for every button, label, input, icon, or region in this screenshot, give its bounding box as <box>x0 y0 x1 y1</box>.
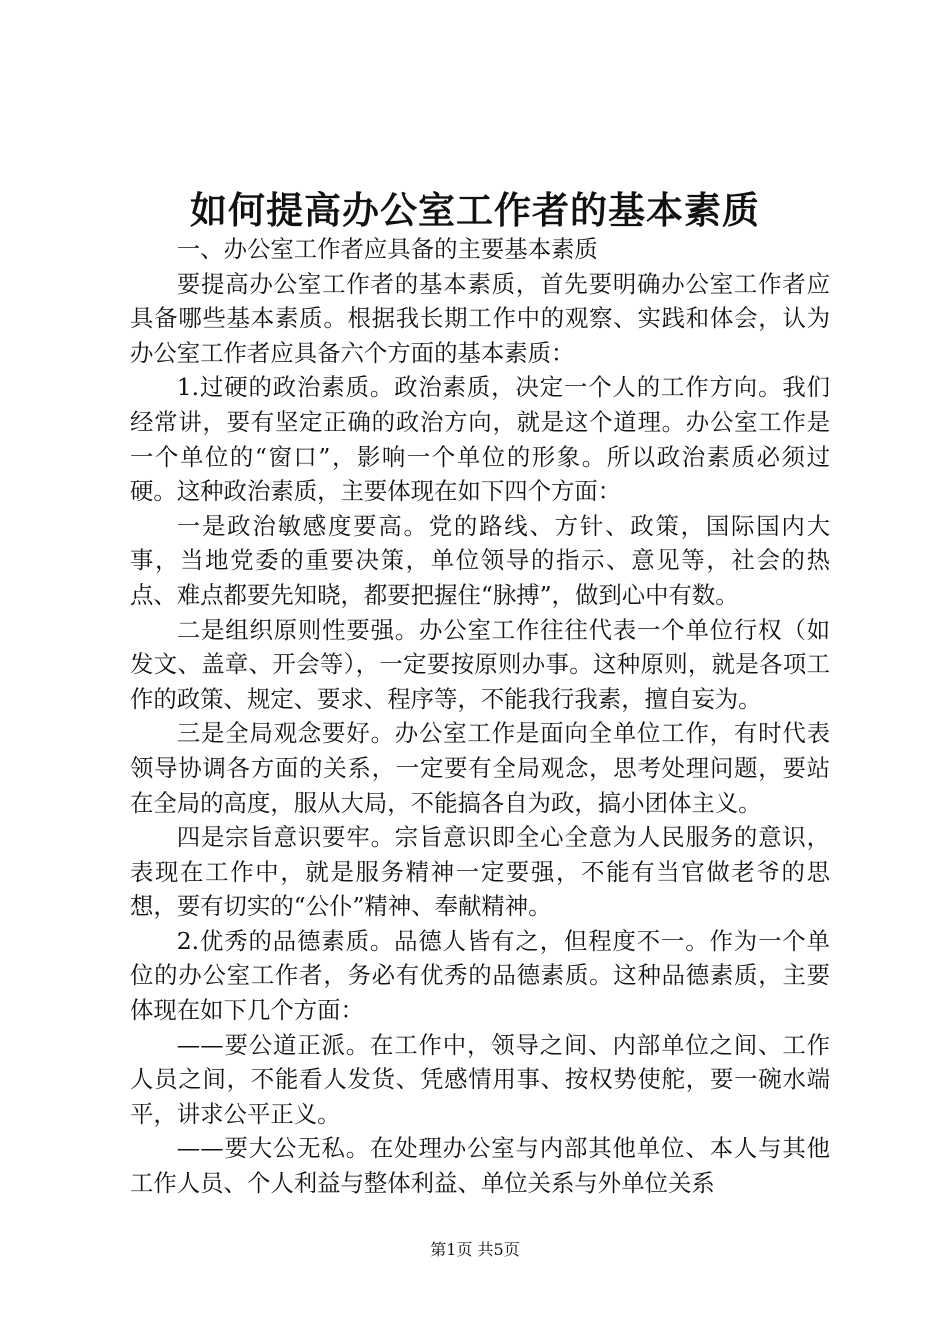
paragraph: 二是组织原则性要强。办公室工作往往代表一个单位行权（如发文、盖章、开会等），一定要按原则办事。这种原则，就是各项工作的政策、规定、要求、程序等，不能我行我素，擅自妄为。 <box>130 615 830 713</box>
paragraph: 要提高办公室工作者的基本素质，首先要明确办公室工作者应具备哪些基本素质。根据我长期工作中的观察、实践和体会，认为办公室工作者应具备六个方面的基本素质： <box>130 269 830 367</box>
section-heading: 一、办公室工作者应具备的主要基本素质 <box>176 235 598 263</box>
paragraph: ——要公道正派。在工作中，领导之间、内部单位之间、工作人员之间，不能看人发货、凭感情用事、按权势使舵，要一碗水端平，讲求公平正义。 <box>130 1030 830 1128</box>
paragraph: 一是政治敏感度要高。党的路线、方针、政策，国际国内大事，当地党委的重要决策，单位领导的指示、意见等，社会的热点、难点都要先知晓，都要把握住“脉搏”，做到心中有数。 <box>130 511 830 609</box>
paragraph: 2.优秀的品德素质。品德人皆有之，但程度不一。作为一个单位的办公室工作者，务必有优秀的品德素质。这种品德素质，主要体现在如下几个方面： <box>130 926 830 1025</box>
page-number: 第1页 共5页 <box>430 1240 520 1259</box>
paragraph: 三是全局观念要好。办公室工作是面向全单位工作，有时代表领导协调各方面的关系，一定要有全局观念，思考处理问题，要站在全局的高度，服从大局，不能搞各自为政，搞小团体主义。 <box>130 719 830 817</box>
document-body <box>130 232 830 1201</box>
document-title: 如何提高办公室工作者的基本素质 <box>190 188 760 232</box>
paragraph: 1.过硬的政治素质。政治素质，决定一个人的工作方向。我们经常讲，要有坚定正确的政治方向，就是这个道理。办公室工作是一个单位的“窗口”，影响一个单位的形象。所以政治素质必须过硬。这种政治素质，主要体现在如下四个方面： <box>130 373 830 506</box>
paragraph: ——要大公无私。在处理办公室与内部其他单位、本人与其他工作人员、个人利益与整体利益、单位关系与外单位关系 <box>130 1134 830 1198</box>
paragraph: 四是宗旨意识要牢。宗旨意识即全心全意为人民服务的意识，表现在工作中，就是服务精神一定要强，不能有当官做老爷的思想，要有切实的“公仆”精神、奉献精神。 <box>130 823 830 921</box>
